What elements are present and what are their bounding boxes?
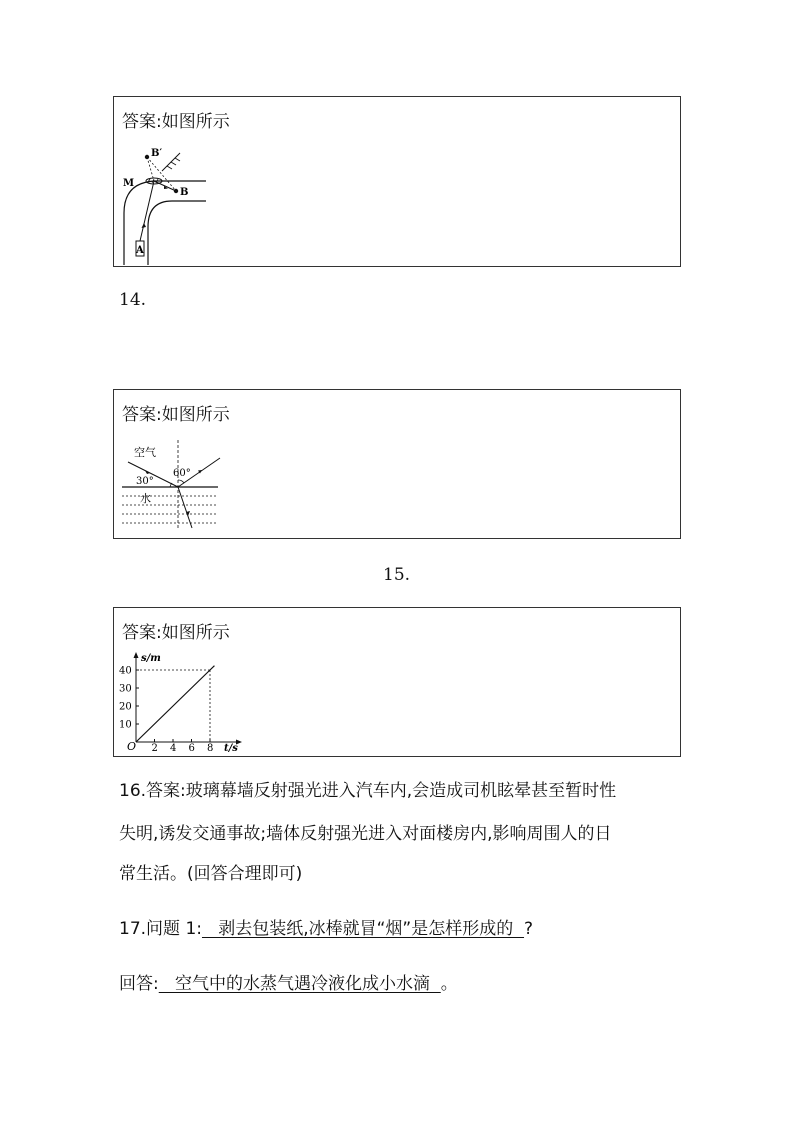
origin-label: O: [127, 740, 137, 752]
x-tick-label: 8: [207, 743, 214, 752]
x-tick-label: 2: [151, 743, 158, 752]
question-17-prefix: 17.问题 1:: [119, 919, 202, 939]
answer-16-line-3: 常生活。(回答合理即可): [119, 864, 303, 884]
question-17-blank: 剥去包装纸,冰棒就冒“烟”是怎样形成的: [201, 919, 525, 939]
answer-16-line-2: 失明,诱发交通事故;墙体反射强光进入对面楼房内,影响周围人的日: [119, 824, 612, 844]
label-b-prime: B′: [151, 148, 163, 159]
series-line: [136, 666, 214, 742]
answer-17-end: 。: [440, 974, 458, 994]
refraction-diagram: [120, 440, 224, 530]
s-t-chart: [118, 652, 248, 752]
answer-box-15: [113, 607, 681, 757]
answer-16-line-1: 16.答案:玻璃幕墙反射强光进入汽车内,会造成司机眩晕甚至暂时性: [119, 781, 617, 801]
question-17-end: ?: [524, 919, 534, 939]
answer-label: 答案:如图所示: [122, 112, 230, 132]
mirror-diagram: [120, 147, 220, 265]
y-tick-label: 40: [119, 665, 132, 677]
answer-label: 答案:如图所示: [122, 405, 230, 425]
x-tick-label: 6: [188, 743, 195, 752]
x-axis-label: t/s: [224, 743, 238, 752]
y-tick-label: 30: [119, 683, 132, 695]
y-tick-label: 20: [119, 701, 132, 713]
answer-box-14: [113, 389, 681, 539]
answer-label: 答案:如图所示: [122, 623, 230, 643]
question-number-14: 14.: [119, 290, 147, 310]
y-tick-label: 10: [119, 719, 132, 731]
question-17: [119, 921, 679, 938]
answer-box-13: [113, 96, 681, 267]
y-axis-arrow: [134, 652, 139, 658]
angle-30-label: 30°: [136, 476, 154, 487]
label-b: B: [180, 187, 189, 198]
air-label: 空气: [134, 446, 156, 459]
question-number-15: 15.: [383, 565, 411, 585]
x-tick-label: 4: [170, 743, 177, 752]
water-label: 水: [140, 492, 151, 505]
label-a: A: [136, 245, 144, 256]
label-m: M: [123, 178, 135, 189]
angle-60-label: 60°: [173, 468, 191, 479]
y-axis-label: s/m: [141, 653, 161, 664]
answer-17-blank: 空气中的水蒸气遇冷液化成小水滴: [158, 974, 441, 994]
answer-17-prefix: 回答:: [119, 974, 159, 994]
answer-17: [119, 976, 679, 993]
